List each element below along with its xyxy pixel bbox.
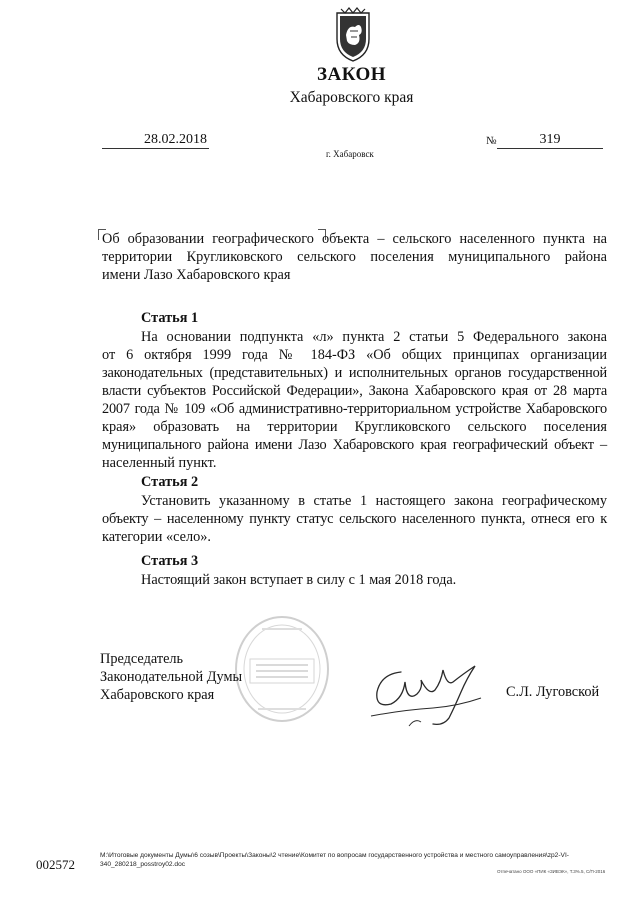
city: г. Хабаровск [326, 149, 374, 159]
heading-line: имени Лазо Хабаровского края [102, 267, 291, 283]
signatory-name: С.Л. Луговской [506, 684, 600, 700]
handwritten-signature [363, 652, 493, 732]
article-1-title: Статья 1 [141, 310, 199, 326]
article-1-body [102, 328, 607, 472]
article-line: категории «село». [102, 529, 211, 545]
article-line: законодательных (представительных) и исполнительных органов государственной [102, 365, 607, 381]
article-3-title: Статья 3 [141, 553, 199, 569]
document-subtitle: Хабаровского края [289, 89, 414, 106]
file-path: М:\Итоговые документы Думы\6 созыв\Проекты\Законы\2 чтение\Комитет по вопросам государственного устройства и местного самоуправления\zp2-VI-340_280218_posstroy02.doc [100, 852, 569, 868]
article-2-title: Статья 2 [141, 474, 199, 490]
article-line: объекту – населенному пункту статус сельского населенного пункта, отнеся его к [102, 511, 607, 527]
position-line: Хабаровского края [100, 687, 215, 703]
registration-number: 002572 [36, 857, 75, 872]
article-line: от 6 октября 1999 года № 184-ФЗ «Об общих принципах организации [102, 347, 607, 363]
document-title: ЗАКОН [316, 64, 387, 85]
article-line: края» образовать на территории Кругликовского сельского поселения [102, 419, 607, 435]
law-date: 28.02.2018 [102, 132, 209, 149]
article-line: власти субъектов Российской Федерации», Закона Хабаровского края от 28 марта [102, 383, 607, 399]
position-line: Председатель [100, 651, 184, 667]
article-3-body [102, 571, 607, 589]
heading-line: Об образовании географического объекта – сельского населенного пункта на [102, 231, 607, 247]
article-2-body [102, 492, 607, 546]
signatory-position [100, 650, 242, 704]
article-line: Установить указанному в статье 1 настоящего закона географическому [141, 493, 607, 509]
article-line: населенный пункт. [102, 455, 217, 471]
article-line: муниципального района имени Лазо Хабаровского края географический объект – [102, 437, 607, 453]
coat-of-arms-icon [331, 5, 375, 65]
article-line: На основании подпункта «л» пункта 2 статьи 5 Федерального закона [141, 329, 607, 345]
law-heading [102, 230, 607, 284]
official-stamp [232, 607, 332, 727]
position-line: Законодательной Думы [100, 669, 243, 685]
article-line: Настоящий закон вступает в силу с 1 мая 2018 года. [141, 572, 457, 588]
printer-mark: Отпечатано ООО «ПИК «ЗИВЭК», Т.3%.5, С/П-2016 [497, 869, 606, 874]
number-sign: № [486, 135, 497, 147]
article-line: 2007 года № 109 «Об административно-территориальном устройстве Хабаровского [102, 401, 607, 417]
law-number: 319 [497, 132, 603, 149]
heading-line: территории Кругликовского сельского поселения муниципального района [102, 249, 607, 265]
